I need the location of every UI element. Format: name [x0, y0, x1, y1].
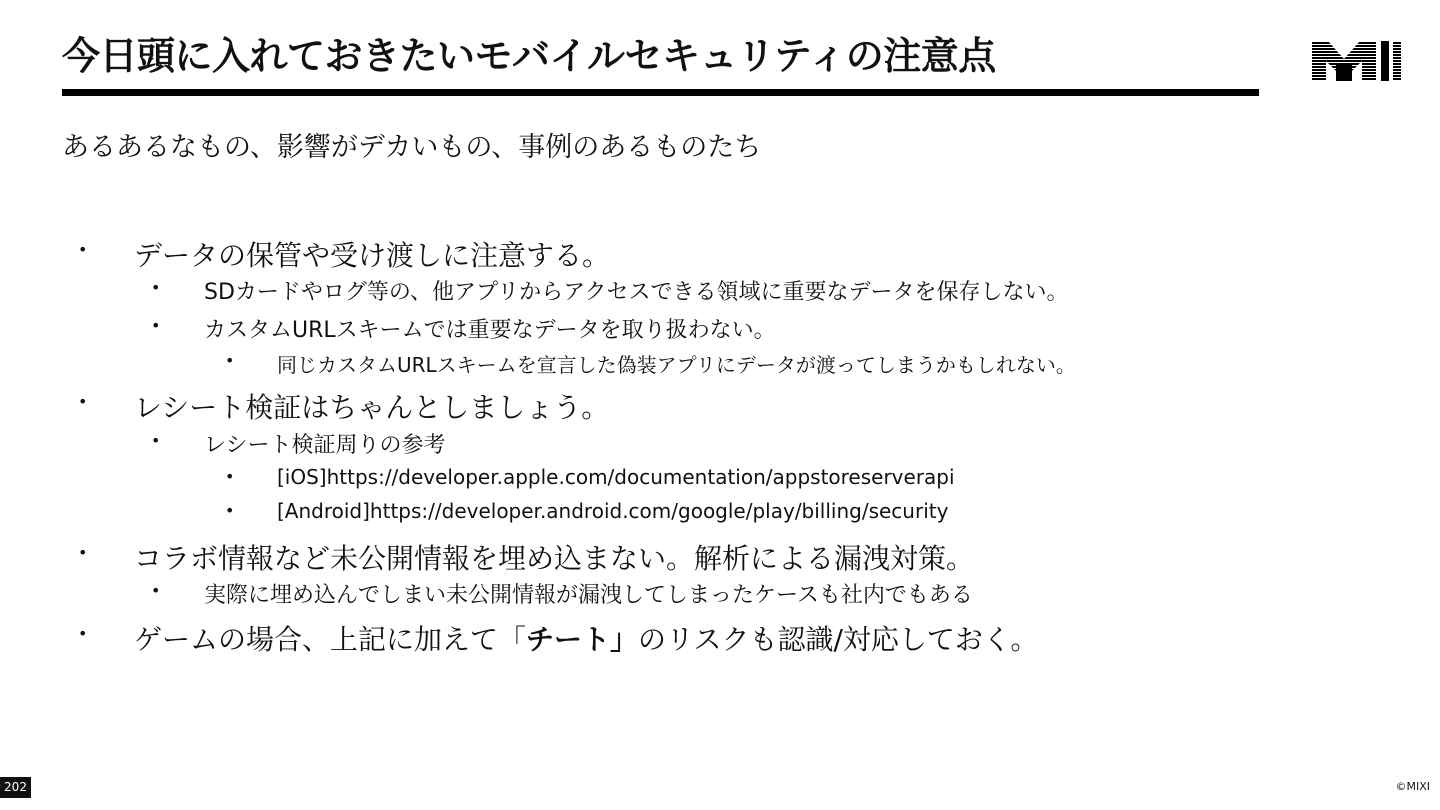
bullet-text: [Android]https://developer.android.com/google/play/billing/security: [277, 499, 949, 523]
title-underline: [62, 89, 1259, 96]
bullet-item-level-1: [134, 618, 1038, 658]
copyright: ©MIXI: [1395, 780, 1430, 793]
bullet-item-level-3: [277, 465, 955, 489]
bullet-text: [iOS]https://developer.apple.com/documentation/appstoreserverapi: [277, 465, 955, 489]
bullet-dot: •: [78, 392, 88, 411]
bullet-dot: •: [225, 467, 235, 486]
slide-subtitle: あるあるなもの、影響がデカいもの、事例のあるものたち: [62, 132, 762, 163]
bullet-text: レシート検証はちゃんとしましょう。: [134, 391, 610, 424]
bullet-dot: •: [78, 543, 88, 562]
bullet-dot: •: [225, 351, 235, 370]
bullet-dot: •: [151, 431, 161, 450]
bullet-dot: •: [151, 316, 161, 335]
bullet-item-level-2: [204, 578, 973, 609]
bullet-item-level-1: [134, 386, 609, 426]
bullet-dot: •: [78, 624, 88, 643]
page-number: 202: [0, 777, 31, 798]
bullet-text: レシート検証周りの参考: [204, 433, 446, 458]
bullet-dot: •: [78, 240, 88, 259]
bullet-text: 同じカスタムURLスキームを宣言した偽装アプリにデータが渡ってしまうかもしれない。: [277, 353, 1076, 377]
bullet-text-segment: のリスクも認識/対応しておく。: [638, 623, 1039, 656]
bullet-text: データの保管や受け渡しに注意する。: [134, 239, 611, 272]
bullet-text: カスタムURLスキームでは重要なデータを取り扱わない。: [204, 318, 776, 343]
bullet-item-level-1: [134, 234, 610, 274]
bullet-text: 実際に埋め込んでしまい未公開情報が漏洩してしまったケースも社内でもある: [204, 583, 973, 608]
bullet-text: SDカードやログ等の、他アプリからアクセスできる領域に重要なデータを保存しない。: [204, 280, 1069, 305]
bullet-item-level-1: [134, 537, 974, 577]
bullet-item-level-2: [204, 428, 445, 459]
bullet-text: コラボ情報など未公開情報を埋め込まない。解析による漏洩対策。: [134, 542, 975, 575]
bullet-dot: •: [225, 501, 235, 520]
page-title: 今日頭に入れておきたいモバイルセキュリティの注意点: [62, 34, 996, 78]
bullet-text-segment: ゲームの場合、上記に加えて「: [134, 623, 527, 656]
bullet-text-emphasis: チート」: [526, 623, 639, 656]
bullet-item-level-3: [277, 499, 948, 523]
bullet-item-level-2: [204, 313, 776, 344]
bullet-item-level-2: [204, 275, 1069, 306]
bullet-dot: •: [151, 581, 161, 600]
mixi-logo: [1310, 39, 1403, 83]
bullet-dot: •: [151, 278, 161, 297]
bullet-item-level-3: [277, 349, 1076, 378]
